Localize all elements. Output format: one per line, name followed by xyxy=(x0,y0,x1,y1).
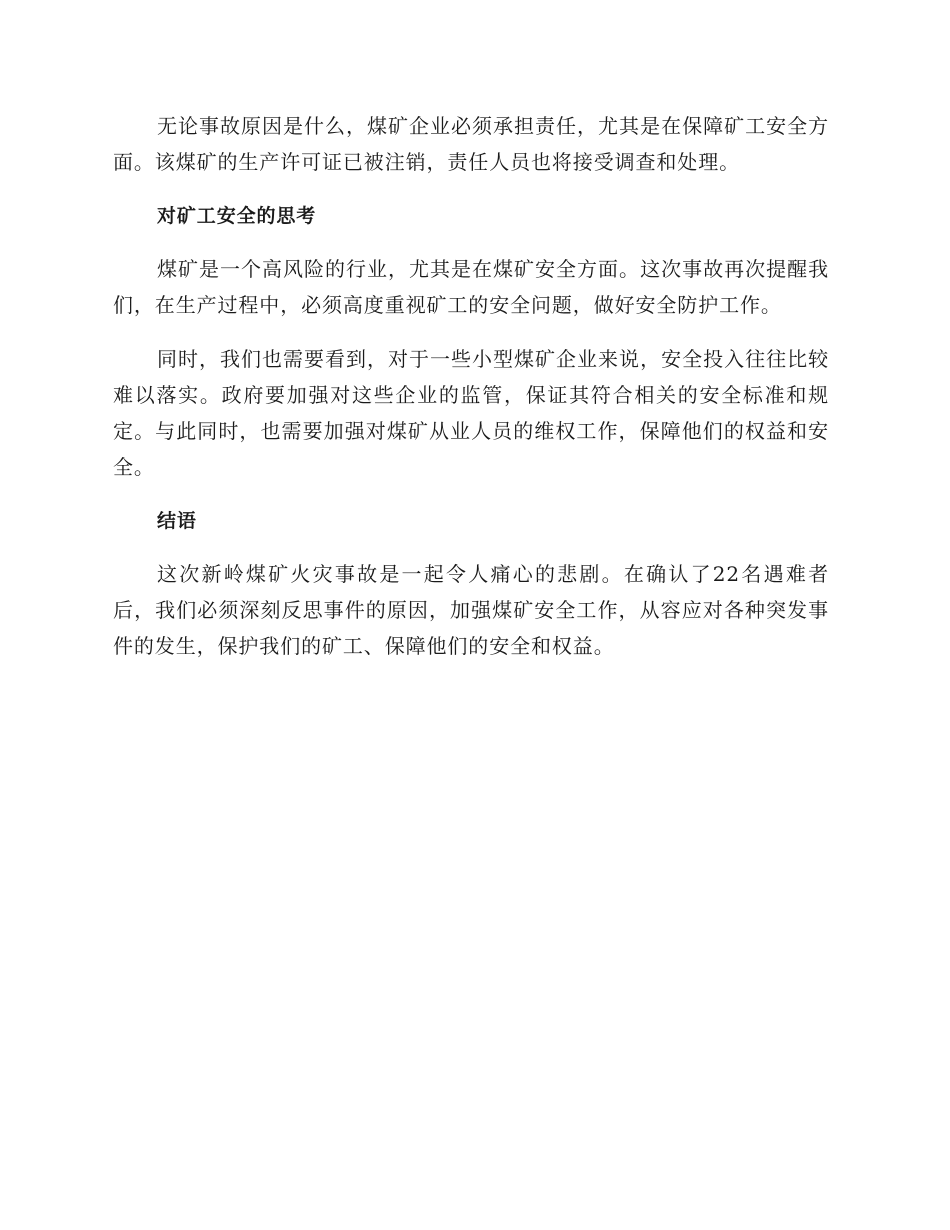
section-heading-conclusion: 结语 xyxy=(157,510,197,532)
document-body xyxy=(113,108,829,682)
paragraph-conclusion: 这次新岭煤矿火灾事故是一起令人痛心的悲剧。在确认了22名遇难者后，我们必须深刻反思事件的原因，加强煤矿安全工作，从容应对各种突发事件的发生，保护我们的矿工、保障他们的安全和权益。 xyxy=(113,562,829,658)
paragraph-small-mines-regulation: 同时，我们也需要看到，对于一些小型煤矿企业来说，安全投入往往比较难以落实。政府要加强对这些企业的监管，保证其符合相关的安全标准和规定。与此同时，也需要加强对煤矿从业人员的维权工作，保障他们的权益和安全。 xyxy=(113,347,829,479)
paragraph-responsibility: 无论事故原因是什么，煤矿企业必须承担责任，尤其是在保障矿工安全方面。该煤矿的生产许可证已被注销，责任人员也将接受调查和处理。 xyxy=(113,114,829,174)
section-heading-miner-safety: 对矿工安全的思考 xyxy=(157,205,317,227)
paragraph-high-risk-industry: 煤矿是一个高风险的行业，尤其是在煤矿安全方面。这次事故再次提醒我们，在生产过程中，必须高度重视矿工的安全问题，做好安全防护工作。 xyxy=(113,257,829,317)
